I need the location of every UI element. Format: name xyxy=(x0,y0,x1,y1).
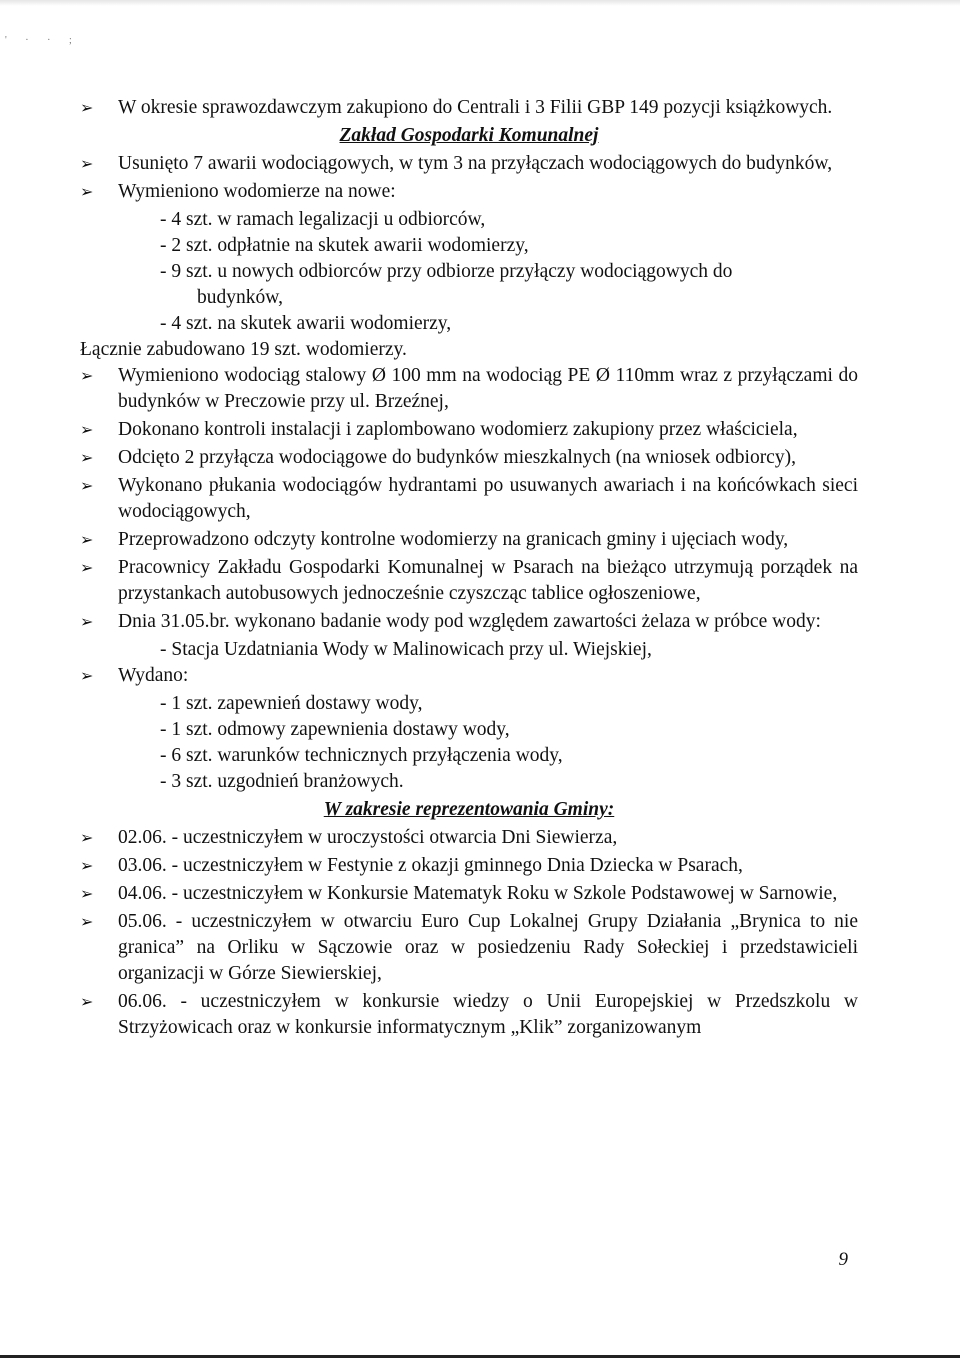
list-item-text: 02.06. - uczestniczyłem w uroczystości otwarcia Dni Siewierza, xyxy=(118,827,618,848)
list-item xyxy=(80,663,858,689)
scan-specks: ' · · ; xyxy=(5,35,80,46)
list-item xyxy=(80,417,858,443)
list-item xyxy=(80,853,858,879)
sub-item: - 2 szt. odpłatnie na skutek awarii wodomierzy, xyxy=(160,235,529,256)
arrowhead-bullet-icon: ➢ xyxy=(80,828,94,847)
list-item-text: 03.06. - uczestniczyłem w Festynie z okazji gminnego Dnia Dziecka w Psarach, xyxy=(118,855,743,876)
arrowhead-bullet-icon: ➢ xyxy=(80,612,94,631)
page-number: 9 xyxy=(838,1249,848,1270)
list-item-text: W okresie sprawozdawczym zakupiono do Centrali i 3 Filii GBP 149 pozycji książkowych. xyxy=(118,97,833,118)
sub-item-continuation: budynków, xyxy=(197,287,283,308)
sub-item: - 1 szt. zapewnień dostawy wody, xyxy=(160,693,423,714)
sub-item: - 1 szt. odmowy zapewnienia dostawy wody, xyxy=(160,719,510,740)
arrowhead-bullet-icon: ➢ xyxy=(80,558,94,577)
arrowhead-bullet-icon: ➢ xyxy=(80,182,94,201)
list-item-text: Wykonano płukania wodociągów hydrantami po usuwanych awariach i na końcówkach sieci wodociągowych, xyxy=(118,475,858,522)
sub-item: - 4 szt. w ramach legalizacji u odbiorców, xyxy=(160,209,486,230)
list-item-text: Odcięto 2 przyłącza wodociągowe do budynków mieszkalnych (na wniosek odbiorcy), xyxy=(118,447,796,468)
list-item-text: 04.06. - uczestniczyłem w Konkursie Matematyk Roku w Szkole Podstawowej w Sarnowie, xyxy=(118,883,838,904)
list-item xyxy=(80,179,858,205)
list-item-text: Wydano: xyxy=(118,665,189,686)
sub-item: - 6 szt. warunków technicznych przyłączenia wody, xyxy=(160,745,563,766)
list-item xyxy=(80,527,858,553)
list-item xyxy=(80,95,858,121)
list-item xyxy=(80,989,858,1041)
list-item-text: Dnia 31.05.br. wykonano badanie wody pod względem zawartości żelaza w próbce wody: xyxy=(118,611,821,632)
list-item-text: Przeprowadzono odczyty kontrolne wodomierzy na granicach gminy i ujęciach wody, xyxy=(118,529,789,550)
arrowhead-bullet-icon: ➢ xyxy=(80,420,94,439)
list-item xyxy=(80,473,858,525)
arrowhead-bullet-icon: ➢ xyxy=(80,884,94,903)
sub-item: - Stacja Uzdatniania Wody w Malinowicach przy ul. Wiejskiej, xyxy=(160,639,652,660)
list-item xyxy=(80,825,858,851)
list-item xyxy=(80,363,858,415)
list-item-text: 06.06. - uczestniczyłem w konkursie wiedzy o Unii Europejskiej w Przedszkolu w Strzyżowicach oraz w konkursie informatycznym „Klik” zorganizowanym xyxy=(118,991,858,1038)
list-item-text: Dokonano kontroli instalacji i zaplombowano wodomierz zakupiony przez właściciela, xyxy=(118,419,798,440)
arrowhead-bullet-icon: ➢ xyxy=(80,154,94,173)
arrowhead-bullet-icon: ➢ xyxy=(80,366,94,385)
arrowhead-bullet-icon: ➢ xyxy=(80,476,94,495)
arrowhead-bullet-icon: ➢ xyxy=(80,912,94,931)
sub-item: - 4 szt. na skutek awarii wodomierzy, xyxy=(160,313,452,334)
arrowhead-bullet-icon: ➢ xyxy=(80,530,94,549)
list-item-text: Usunięto 7 awarii wodociągowych, w tym 3 na przyłączach wodociągowych do budynków, xyxy=(118,153,833,174)
arrowhead-bullet-icon: ➢ xyxy=(80,856,94,875)
list-item-text: 05.06. - uczestniczyłem w otwarciu Euro Cup Lokalnej Grupy Działania „Brynica to nie granica” na Orliku w Sączowie oraz w posiedzeniu Rady Sołeckiej i przedstawicieli organizacji w Górze Siewierskiej, xyxy=(118,911,858,984)
list-item xyxy=(80,151,858,177)
sub-item: - 9 szt. u nowych odbiorców przy odbiorze przyłączy wodociągowych do xyxy=(160,261,733,282)
arrowhead-bullet-icon: ➢ xyxy=(80,992,94,1011)
list-item xyxy=(80,609,858,635)
scan-top-edge xyxy=(0,0,960,6)
arrowhead-bullet-icon: ➢ xyxy=(80,666,94,685)
section-heading-gmina: W zakresie reprezentowania Gminy: xyxy=(323,799,615,820)
document-body xyxy=(80,95,858,1043)
list-item xyxy=(80,555,858,607)
list-item-text: Wymieniono wodomierze na nowe: xyxy=(118,181,396,202)
total-line: Łącznie zabudowano 19 szt. wodomierzy. xyxy=(80,339,407,360)
section-heading-zgk: Zakład Gospodarki Komunalnej xyxy=(339,125,599,146)
list-item-text: Wymieniono wodociąg stalowy Ø 100 mm na wodociąg PE Ø 110mm wraz z przyłączami do budynków w Preczowie przy ul. Brzeźnej, xyxy=(118,365,858,412)
list-item-text: Pracownicy Zakładu Gospodarki Komunalnej w Psarach na bieżąco utrzymują porządek na przystankach autobusowych jednocześnie czyszcząc tablice ogłoszeniowe, xyxy=(118,557,858,604)
arrowhead-bullet-icon: ➢ xyxy=(80,448,94,467)
sub-item: - 3 szt. uzgodnień branżowych. xyxy=(160,771,404,792)
list-item xyxy=(80,909,858,987)
list-item xyxy=(80,445,858,471)
list-item xyxy=(80,881,858,907)
arrowhead-bullet-icon: ➢ xyxy=(80,98,94,117)
